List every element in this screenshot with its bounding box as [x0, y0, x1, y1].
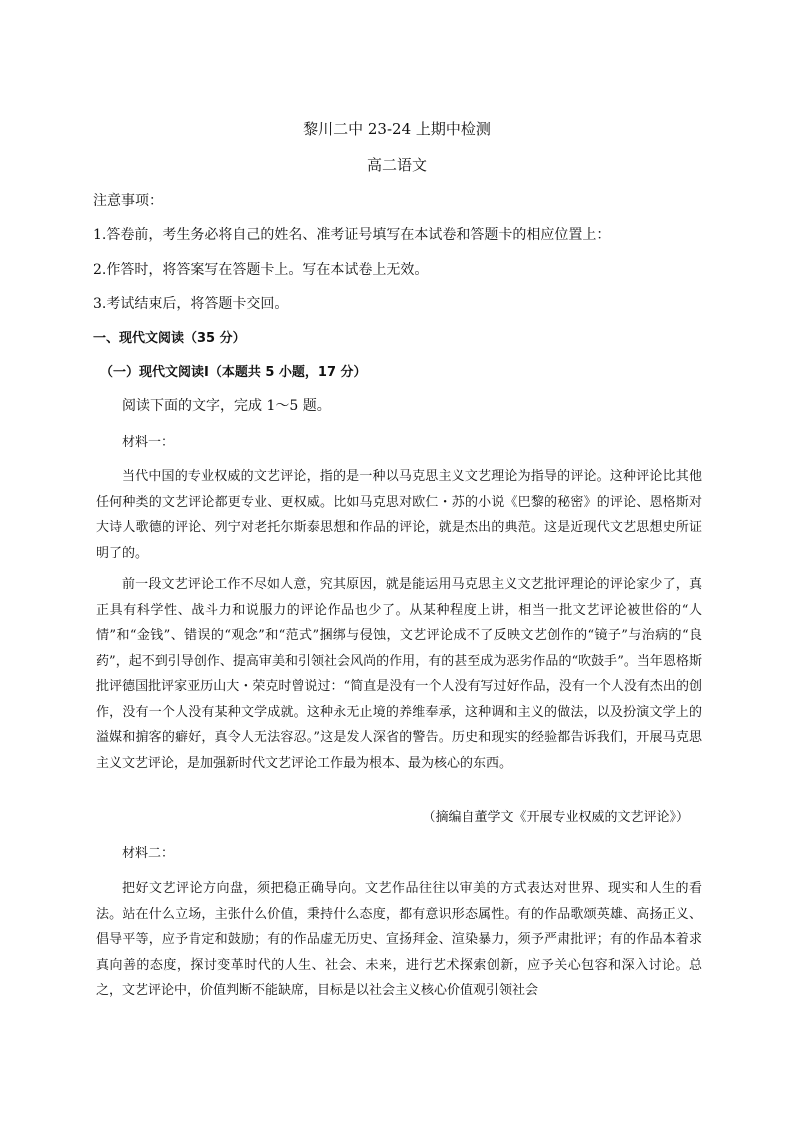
- section-heading: 一、现代文阅读（35 分）: [93, 331, 246, 346]
- material-1-paragraph-1: 当代中国的专业权威的文艺评论，指的是一种以马克思主义文艺理论为指导的评论。这种评论比其他任何种类的文艺评论都更专业、更权威。比如马克思对欧仁・苏的小说《巴黎的秘密》的评论、恩格斯对大诗人歌德的评论、列宁对老托尔斯泰思想和作品的评论，就是杰出的典范。这是近现代文艺思想史所证明了的。: [96, 469, 702, 561]
- material-1-source: （摘编自董学文《开展专业权威的文艺评论》）: [422, 810, 689, 825]
- notice-item-1: 1.答卷前，考生务必将自己的姓名、准考证号填写在本试卷和答题卡的相应位置上：: [93, 227, 611, 243]
- material-1-paragraph-2: 前一段文艺评论工作不尽如人意，究其原因，就是能运用马克思主义文艺批评理论的评论家少了，真正具有科学性、战斗力和说服力的评论作品也少了。从某种程度上讲，相当一批文艺评论被世俗的“人情”和“金钱”、错误的“观念”和“范式”捆绑与侵蚀，文艺评论成不了反映文艺创作的“镜子”与治病的“良药”，起不到引导创作、提高审美和引领社会风尚的作用，有的甚至成为恶劣作品的“吹鼓手”。当年恩格斯批评德国批评家亚历山大・荣克时曾说过：“简直是没有一个人没有写过好作品，没有一个人没有杰出的创作，没有一个人没有某种文学成就。这种永无止境的养维奉承，这种调和主义的做法，以及扮演文学上的溢媒和掮客的癖好，真令人无法容忍。”这是发人深省的警告。历史和现实的经验都告诉我们，开展马克思主义文艺评论，是加强新时代文艺评论工作最为根本、最为核心的东西。: [96, 577, 702, 771]
- notice-item-2: 2.作答时，将答案写在答题卡上。写在本试卷上无效。: [93, 262, 429, 278]
- material-2-label: 材料二：: [122, 846, 175, 861]
- material-2-paragraph-1: 把好文艺评论方向盘，须把稳正确导向。文艺作品往往以审美的方式表达对世界、现实和人生的看法。站在什么立场，主张什么价值，秉持什么态度，都有意识形态属性。有的作品歌颂英雄、高扬正义、倡导平等，应予肯定和鼓励；有的作品虚无历史、宣扬拜金、渲染暴力，须予严肃批评；有的作品本着求真向善的态度，探讨变革时代的人生、社会、未来，进行艺术探索创新，应予关心包容和深入讨论。总之，文艺评论中，价值判断不能缺席，目标是以社会主义核心价值观引领社会: [96, 881, 702, 998]
- notice-item-3: 3.考试结束后，将答题卡交回。: [93, 296, 289, 312]
- exam-title: 黎川二中 23-24 上期中检测: [303, 120, 491, 138]
- subsection-heading: （一）现代文阅读Ⅰ（本题共 5 小题，17 分）: [100, 365, 367, 380]
- reading-instruction: 阅读下面的文字，完成 1～5 题。: [122, 398, 331, 414]
- notice-heading: 注意事项：: [93, 193, 163, 209]
- material-1-label: 材料一：: [122, 435, 175, 450]
- exam-subject: 高二语文: [366, 156, 427, 174]
